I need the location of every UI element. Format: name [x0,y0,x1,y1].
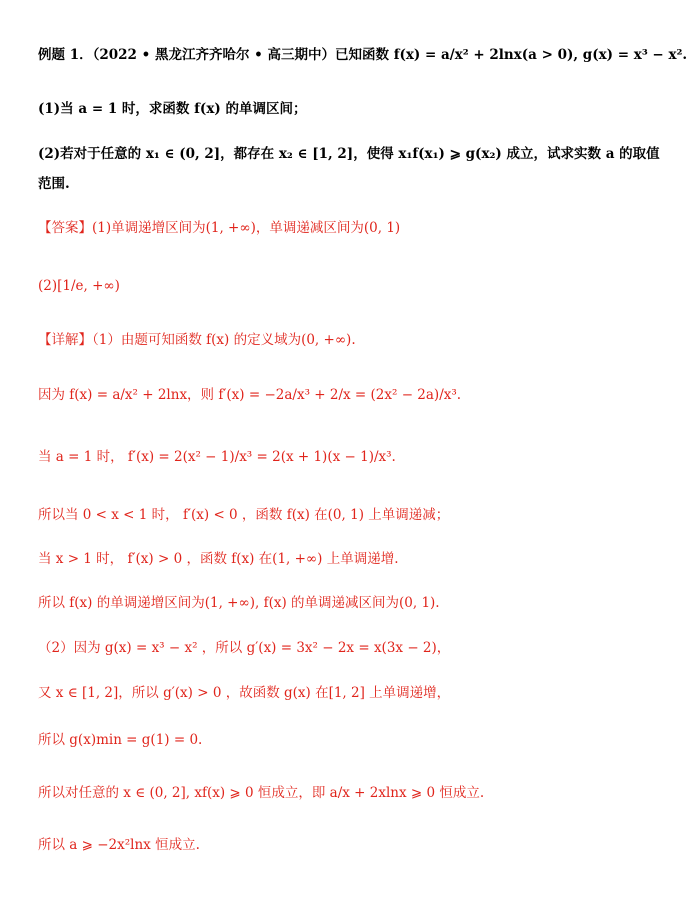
detail-line-9: 所以 g(x)min = g(1) = 0. [38,732,203,748]
question-1: (1)当 a = 1 时，求函数 f(x) 的单调区间； [38,101,307,117]
detail-line-6: 所以 f(x) 的单调递增区间为(1, +∞), f(x) 的单调递减区间为(0, 1). [38,595,440,611]
question-2-line-2: 范围. [38,176,70,192]
detail-line-3: 当 a = 1 时， f′(x) = 2(x² − 1)/x³ = 2(x + 1)(x − 1)/x³. [38,449,396,465]
detail-line-11: 所以 a ⩾ −2x²lnx 恒成立. [38,837,200,853]
answer-part-2: (2)[1/e, +∞) [38,278,120,294]
detail-line-4: 所以当 0 < x < 1 时， f′(x) < 0 ，函数 f(x) 在(0, 1) 上单调递减； [38,507,450,523]
detail-line-10: 所以对任意的 x ∈ (0, 2], xf(x) ⩾ 0 恒成立，即 a/x + 2xlnx ⩾ 0 恒成立. [38,785,485,801]
question-2-line-1: (2)若对于任意的 x₁ ∈ (0, 2]，都存在 x₂ ∈ [1, 2]，使得 x₁f(x₁) ⩾ g(x₂) 成立，试求实数 a 的取值 [38,146,660,162]
detail-line-2: 因为 f(x) = a/x² + 2lnx，则 f′(x) = −2a/x³ + 2/x = (2x² − 2a)/x³. [38,387,462,403]
detail-line-5: 当 x > 1 时， f′(x) > 0 ，函数 f(x) 在(1, +∞) 上单调递增. [38,551,399,567]
detail-line-8: 又 x ∈ [1, 2]，所以 g′(x) > 0 ，故函数 g(x) 在[1, 2] 上单调递增， [38,685,451,701]
detail-line-1: 【详解】（1）由题可知函数 f(x) 的定义域为(0, +∞). [38,332,356,348]
problem-title [38,45,687,65]
problem-title-text: 例题 1．（2022 • 黑龙江齐齐哈尔 • 高三期中）已知函数 [38,47,389,63]
answer-part-1: 【答案】(1)单调递增区间为(1, +∞)，单调递减区间为(0, 1) [38,220,401,236]
problem-given: f(x) = a/x² + 2lnx(a > 0), g(x) = x³ − x². [393,47,687,63]
detail-line-7: （2）因为 g(x) = x³ − x² ，所以 g′(x) = 3x² − 2x = x(3x − 2)， [38,640,451,656]
